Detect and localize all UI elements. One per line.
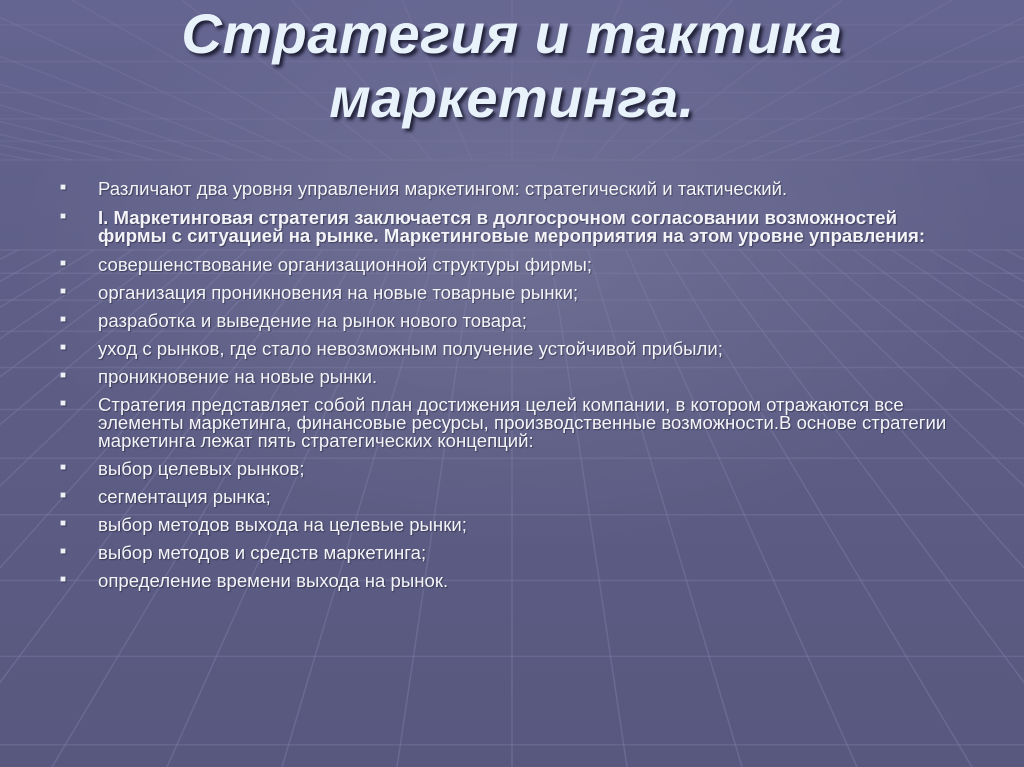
bullet-text: сегментация рынка; (98, 486, 271, 507)
bullet-text: выбор целевых рынков; (98, 458, 305, 479)
bullet-square-icon: ■ (60, 342, 67, 353)
slide-title-line-1: Стратегия и тактика (181, 2, 843, 65)
bullet-list (58, 180, 958, 600)
bullet-square-icon: ■ (60, 286, 67, 297)
grid-line (0, 250, 56, 767)
bullet-square-icon: ■ (60, 398, 67, 409)
bullet-square-icon: ■ (60, 518, 67, 529)
bullet-text: разработка и выведение на рынок нового товара; (98, 310, 527, 331)
bullet-square-icon: ■ (60, 182, 67, 193)
bullet-text: Стратегия представляет собой план достижения целей компании, в котором отражаются все элементы маркетинга, финансовые ресурсы, производственные возможности.В основе стратегии маркетинга лежат пять стратегических концепций: (98, 394, 947, 451)
slide-title (0, 2, 1024, 130)
bullet-text: I. Маркетинговая стратегия заключается в долгосрочном согласовании возможностей фирмы с ситуацией на рынке. Маркетинговые мероприятия на этом уровне управления: (98, 207, 926, 246)
bullet-square-icon: ■ (60, 258, 67, 269)
bullet-square-icon: ■ (60, 211, 67, 222)
bullet-item (58, 544, 958, 562)
bullet-item (58, 572, 958, 590)
bullet-item (58, 516, 958, 534)
bullet-text: выбор методов и средств маркетинга; (98, 542, 427, 563)
bullet-item (58, 180, 958, 198)
bullet-text: организация проникновения на новые товарные рынки; (98, 282, 579, 303)
bullet-square-icon: ■ (60, 370, 67, 381)
bullet-text: Различают два уровня управления маркетингом: стратегический и тактический. (98, 178, 788, 199)
slide-title-line-2: маркетинга. (329, 66, 695, 129)
bullet-square-icon: ■ (60, 462, 67, 473)
bullet-square-icon: ■ (60, 574, 67, 585)
bullet-item (58, 256, 958, 274)
bullet-square-icon: ■ (60, 490, 67, 501)
bullet-item (58, 312, 958, 330)
bullet-text: уход с рынков, где стало невозможным получение устойчивой прибыли; (98, 338, 723, 359)
bullet-text: выбор методов выхода на целевые рынки; (98, 514, 467, 535)
bullet-text: проникновение на новые рынки. (98, 366, 378, 387)
bullet-item (58, 396, 958, 450)
bullet-item (58, 209, 958, 245)
bullet-square-icon: ■ (60, 314, 67, 325)
bullet-item (58, 284, 958, 302)
bullet-item (58, 488, 958, 506)
bullet-square-icon: ■ (60, 546, 67, 557)
bullet-text: совершенствование организационной структуры фирмы; (98, 254, 593, 275)
bullet-item (58, 460, 958, 478)
bullet-item (58, 368, 958, 386)
grid-line (968, 250, 1024, 767)
bullet-item (58, 340, 958, 358)
bullet-text: определение времени выхода на рынок. (98, 570, 449, 591)
